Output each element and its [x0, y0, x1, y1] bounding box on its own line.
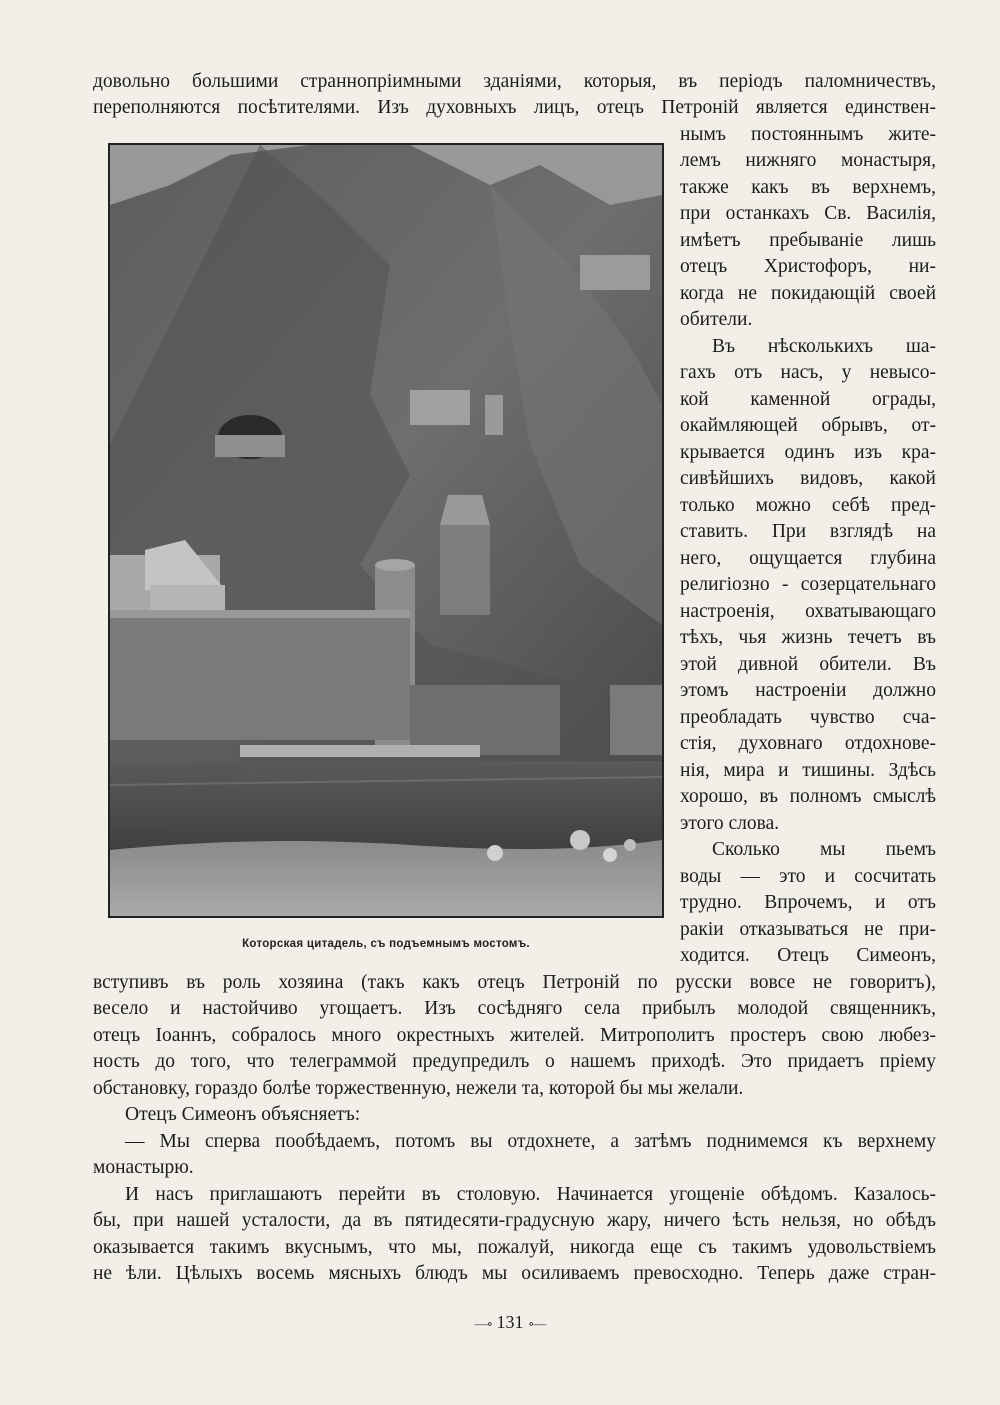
text-line: трудно. Впрочемъ, и отъ: [680, 892, 936, 913]
text-line: лемъ нижняго монастыря,: [680, 150, 936, 171]
text-line: кой каменной ограды,: [680, 389, 936, 410]
text-line: сивѣйшихъ видовъ, какой: [680, 468, 936, 489]
page-number-block: [450, 1311, 570, 1335]
text-line: нія, мира и тишины. Здѣсь: [680, 760, 936, 781]
text-line: отецъ Іоаннъ, собралось много окрестныхъ жителей. Митрополитъ простеръ свою любез-: [93, 1025, 936, 1046]
text-line: когда не покидающій своей: [680, 283, 936, 304]
text-line: нымъ постояннымъ жите-: [680, 124, 936, 145]
text-line: — Мы сперва пообѣдаемъ, потомъ вы отдохнете, а затѣмъ поднимемся къ верхнему: [125, 1131, 936, 1152]
text-line: окаймляющей обрывъ, от-: [680, 415, 936, 436]
text-line: Отецъ Симеонъ объясняетъ:: [125, 1104, 361, 1125]
text-line: стія, духовнаго отдохнове-: [680, 733, 936, 754]
text-line: монастырю.: [93, 1157, 194, 1178]
text-line: И насъ приглашаютъ перейти въ столовую. Начинается угощеніе обѣдомъ. Казалось-: [125, 1184, 936, 1205]
citadel-photo-illustration: [110, 145, 662, 916]
text-line: этомъ настроеніи должно: [680, 680, 936, 701]
text-line: крывается одинъ изъ кра-: [680, 442, 936, 463]
text-line: также какъ въ верхнемъ,: [680, 177, 936, 198]
text-line: не ѣли. Цѣлыхъ восемь мясныхъ блюдъ мы осиливаемъ превосходно. Теперь даже стран-: [93, 1263, 936, 1284]
text-line: этого слова.: [680, 813, 780, 834]
text-line: довольно большими страннопріимными зданіями, которыя, въ періодъ паломничествъ,: [93, 71, 936, 92]
text-line: Сколько мы пьемъ: [712, 839, 936, 860]
text-line: хорошо, въ полномъ смыслѣ: [680, 786, 936, 807]
text-line: ставить. При взглядѣ на: [680, 521, 936, 542]
text-line: тѣхъ, чья жизнь течетъ въ: [680, 627, 936, 648]
left-ornament-icon: —∘: [474, 1316, 492, 1331]
text-line: бы, при нашей усталости, да въ пятидесяти-градусную жару, ничего ѣсть нельзя, но обѣдъ: [93, 1210, 936, 1231]
text-line: преобладать чувство сча-: [680, 707, 936, 728]
text-line: религіозно - созерцательнаго: [680, 574, 936, 595]
text-line: обители.: [680, 309, 753, 330]
text-line: Въ нѣсколькихъ ша-: [712, 336, 936, 357]
text-line: ходится. Отецъ Симеонъ,: [680, 945, 936, 966]
text-line: этой дивной обители. Въ: [680, 654, 936, 675]
photo-caption: Которская цитадель, съ подъемнымъ мостомъ.: [242, 938, 530, 950]
text-line: ракіи отказываться не при-: [680, 919, 936, 940]
text-line: отецъ Христофоръ, ни-: [680, 256, 936, 277]
photo-kotor-citadel: [108, 143, 664, 918]
right-ornament-icon: ∘—: [528, 1316, 546, 1331]
text-line: только можно себѣ пред-: [680, 495, 936, 516]
text-line: него, ощущается глубина: [680, 548, 936, 569]
text-line: при останкахъ Св. Василія,: [680, 203, 936, 224]
text-line: оказывается такимъ вкуснымъ, что мы, пожалуй, никогда еще съ такимъ удовольствіемъ: [93, 1237, 936, 1258]
text-line: весело и настойчиво угощаетъ. Изъ сосѣдняго села прибылъ молодой священникъ,: [93, 998, 936, 1019]
text-line: воды — это и сосчитать: [680, 866, 936, 887]
page-number: 131: [496, 1312, 524, 1332]
text-line: ность до того, что телеграммой предупредилъ о нашемъ приходѣ. Это придаетъ пріему: [93, 1051, 936, 1072]
text-line: вступивъ въ роль хозяина (такъ какъ отецъ Петроній по русски вовсе не говоритъ),: [93, 972, 936, 993]
text-line: обстановку, гораздо болѣе торжественную, нежели та, которой бы мы желали.: [93, 1078, 744, 1099]
text-line: имѣетъ пребываніе лишь: [680, 230, 936, 251]
text-line: настроенія, охватывающаго: [680, 601, 936, 622]
text-line: переполняются посѣтителями. Изъ духовныхъ лицъ, отецъ Петроній является единствен-: [93, 97, 936, 118]
text-line: гахъ отъ насъ, у невысо-: [680, 362, 936, 383]
